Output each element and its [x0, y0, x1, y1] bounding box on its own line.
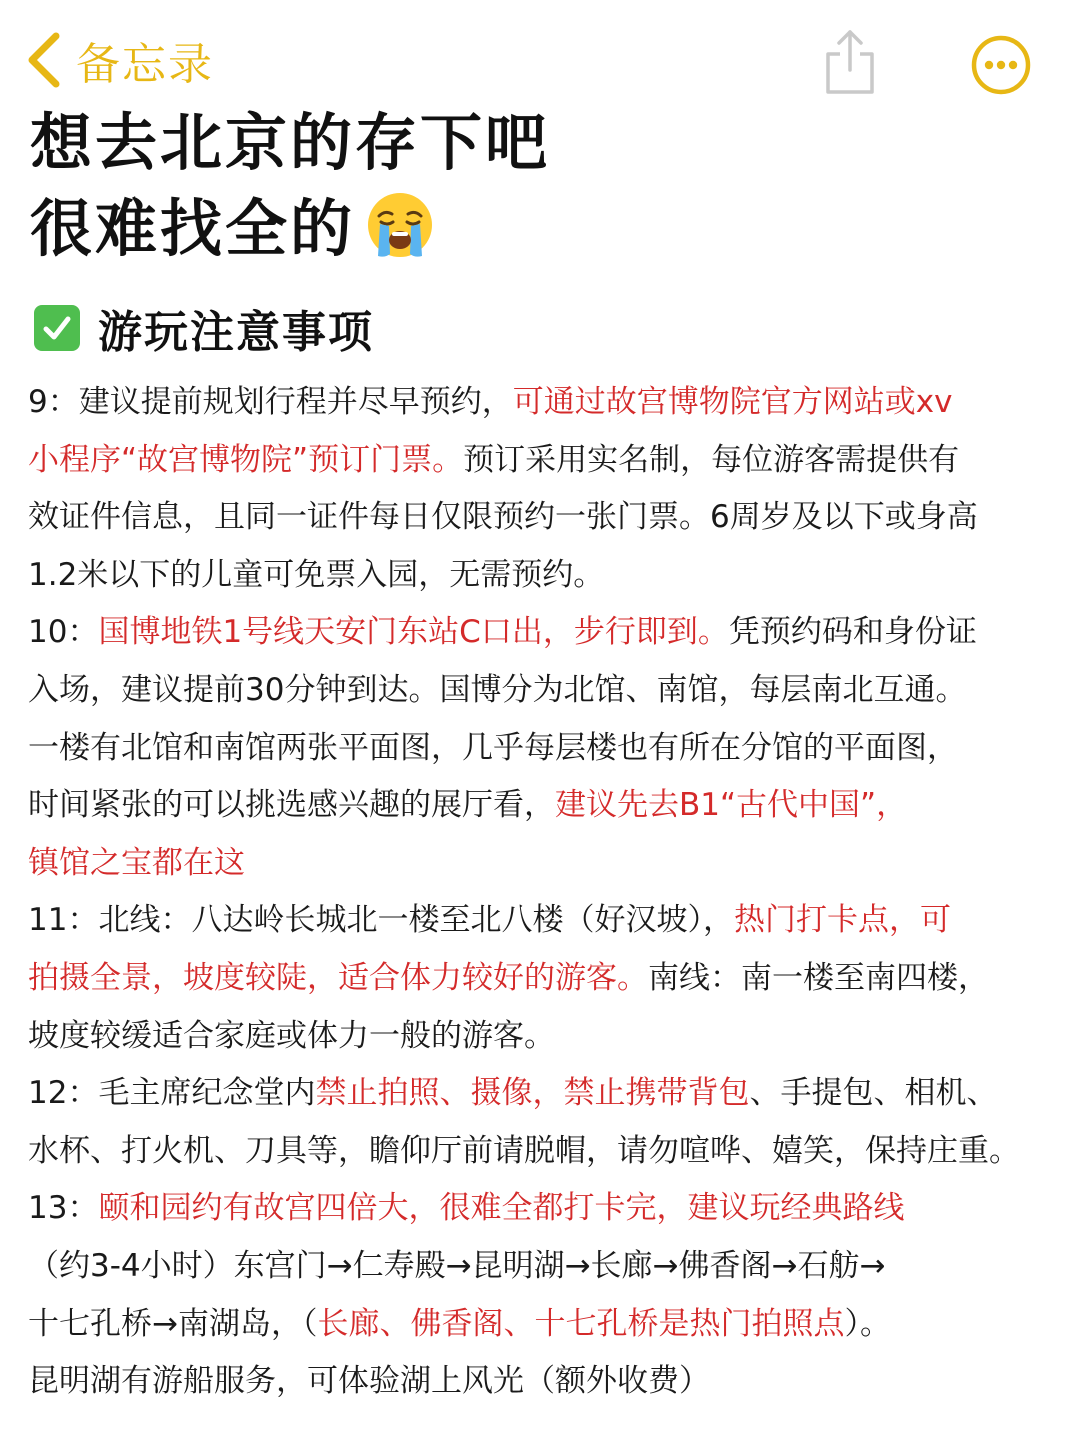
tip-13-line-4: 昆明湖有游船服务，可体验湖上风光（额外收费） — [28, 1363, 710, 1400]
tip-10-line-1 — [28, 604, 1073, 662]
tip-text: 10： — [28, 614, 99, 651]
note-title — [30, 100, 1050, 282]
tip-13-line-2: （约3-4小时）东宫门→仁寿殿→昆明湖→长廊→佛香阁→石舫→ — [28, 1247, 886, 1284]
back-button[interactable] — [24, 28, 214, 92]
tip-10-line-4 — [28, 777, 1073, 835]
tip-text: 11：北线：八达岭长城北一楼至北八楼（好汉坡）， — [28, 902, 734, 939]
tip-highlight: 长廊、佛香阁、十七孔桥是热门拍照点 — [317, 1305, 845, 1342]
tip-11-line-2 — [28, 950, 1073, 1008]
tip-text: ）。 — [844, 1305, 891, 1342]
tip-13-line-3 — [28, 1296, 1073, 1354]
more-icon — [970, 81, 1032, 100]
tip-highlight: 颐和园约有故宫四倍大，很难全都打卡完，建议玩经典路线 — [98, 1190, 905, 1227]
tip-highlight: 建议先去B1“古代中国”， — [555, 787, 908, 824]
title-line-2 — [30, 186, 1050, 282]
tip-text: 、手提包、相机、 — [749, 1075, 998, 1112]
tip-12-line-2: 水杯、打火机、刀具等，瞻仰厅前请脱帽，请勿喧哗、嬉笑，保持庄重。 — [28, 1132, 1020, 1169]
crying-face-icon — [365, 190, 435, 282]
title-line-1: 想去北京的存下吧 — [30, 106, 551, 179]
tip-highlight: 可通过故宫博物院官方网站或xv — [512, 384, 953, 420]
tip-text: 13： — [28, 1190, 99, 1227]
tip-text: 时间紧张的可以挑选感兴趣的展厅看， — [28, 787, 555, 824]
tip-text: 预订采用实名制，每位游客需提供有 — [463, 441, 960, 478]
tip-text: 12：毛主席纪念堂内 — [28, 1075, 316, 1112]
section-title: 游玩注意事项 — [98, 307, 374, 358]
tip-text: 9：建议提前规划行程并尽早预约， — [28, 384, 513, 420]
share-button[interactable] — [822, 28, 878, 100]
tip-text: 十七孔桥→南湖岛，（ — [28, 1305, 318, 1342]
tip-highlight: 小程序“故宫博物院”预订门票。 — [28, 441, 464, 478]
tip-9-line-1 — [28, 374, 1073, 432]
tip-9-line-3: 效证件信息，且同一证件每日仅限预约一张门票。6周岁及以下或身高 — [28, 499, 978, 536]
tip-13-line-1 — [28, 1180, 1073, 1238]
chevron-left-icon — [24, 28, 64, 92]
tip-highlight: 热门打卡点，可 — [733, 902, 951, 939]
note-body — [28, 374, 1073, 1411]
section-header — [34, 296, 374, 360]
check-mark-icon — [34, 305, 80, 351]
tip-highlight: 拍摄全景，坡度较陡，适合体力较好的游客。 — [28, 959, 648, 996]
tip-highlight: 禁止拍照、摄像，禁止携带背包 — [315, 1075, 750, 1112]
tip-highlight: 国博地铁1号线天安门东站C口出，步行即到。 — [98, 614, 729, 651]
tip-10-line-2: 入场，建议提前30分钟到达。国博分为北馆、南馆，每层南北互通。 — [28, 671, 967, 708]
tip-text: 南线：南一楼至南四楼， — [648, 959, 989, 996]
tip-9-line-4: 1.2米以下的儿童可免票入园，无需预约。 — [28, 556, 605, 593]
tip-11-line-3: 坡度较缓适合家庭或体力一般的游客。 — [28, 1017, 555, 1054]
share-icon — [822, 81, 878, 100]
title-line-2-text: 很难找全的 — [30, 192, 356, 265]
tip-9-line-2 — [28, 432, 1073, 490]
back-label: 备忘录 — [76, 39, 214, 90]
tip-text: 凭预约码和身份证 — [728, 614, 977, 651]
tip-11-line-1 — [28, 892, 1073, 950]
tip-10-line-3: 一楼有北馆和南馆两张平面图，几乎每层楼也有所在分馆的平面图， — [28, 729, 958, 766]
tip-10-line-5: 镇馆之宝都在这 — [28, 844, 245, 881]
more-button[interactable] — [970, 34, 1032, 100]
tip-12-line-1 — [28, 1065, 1073, 1123]
